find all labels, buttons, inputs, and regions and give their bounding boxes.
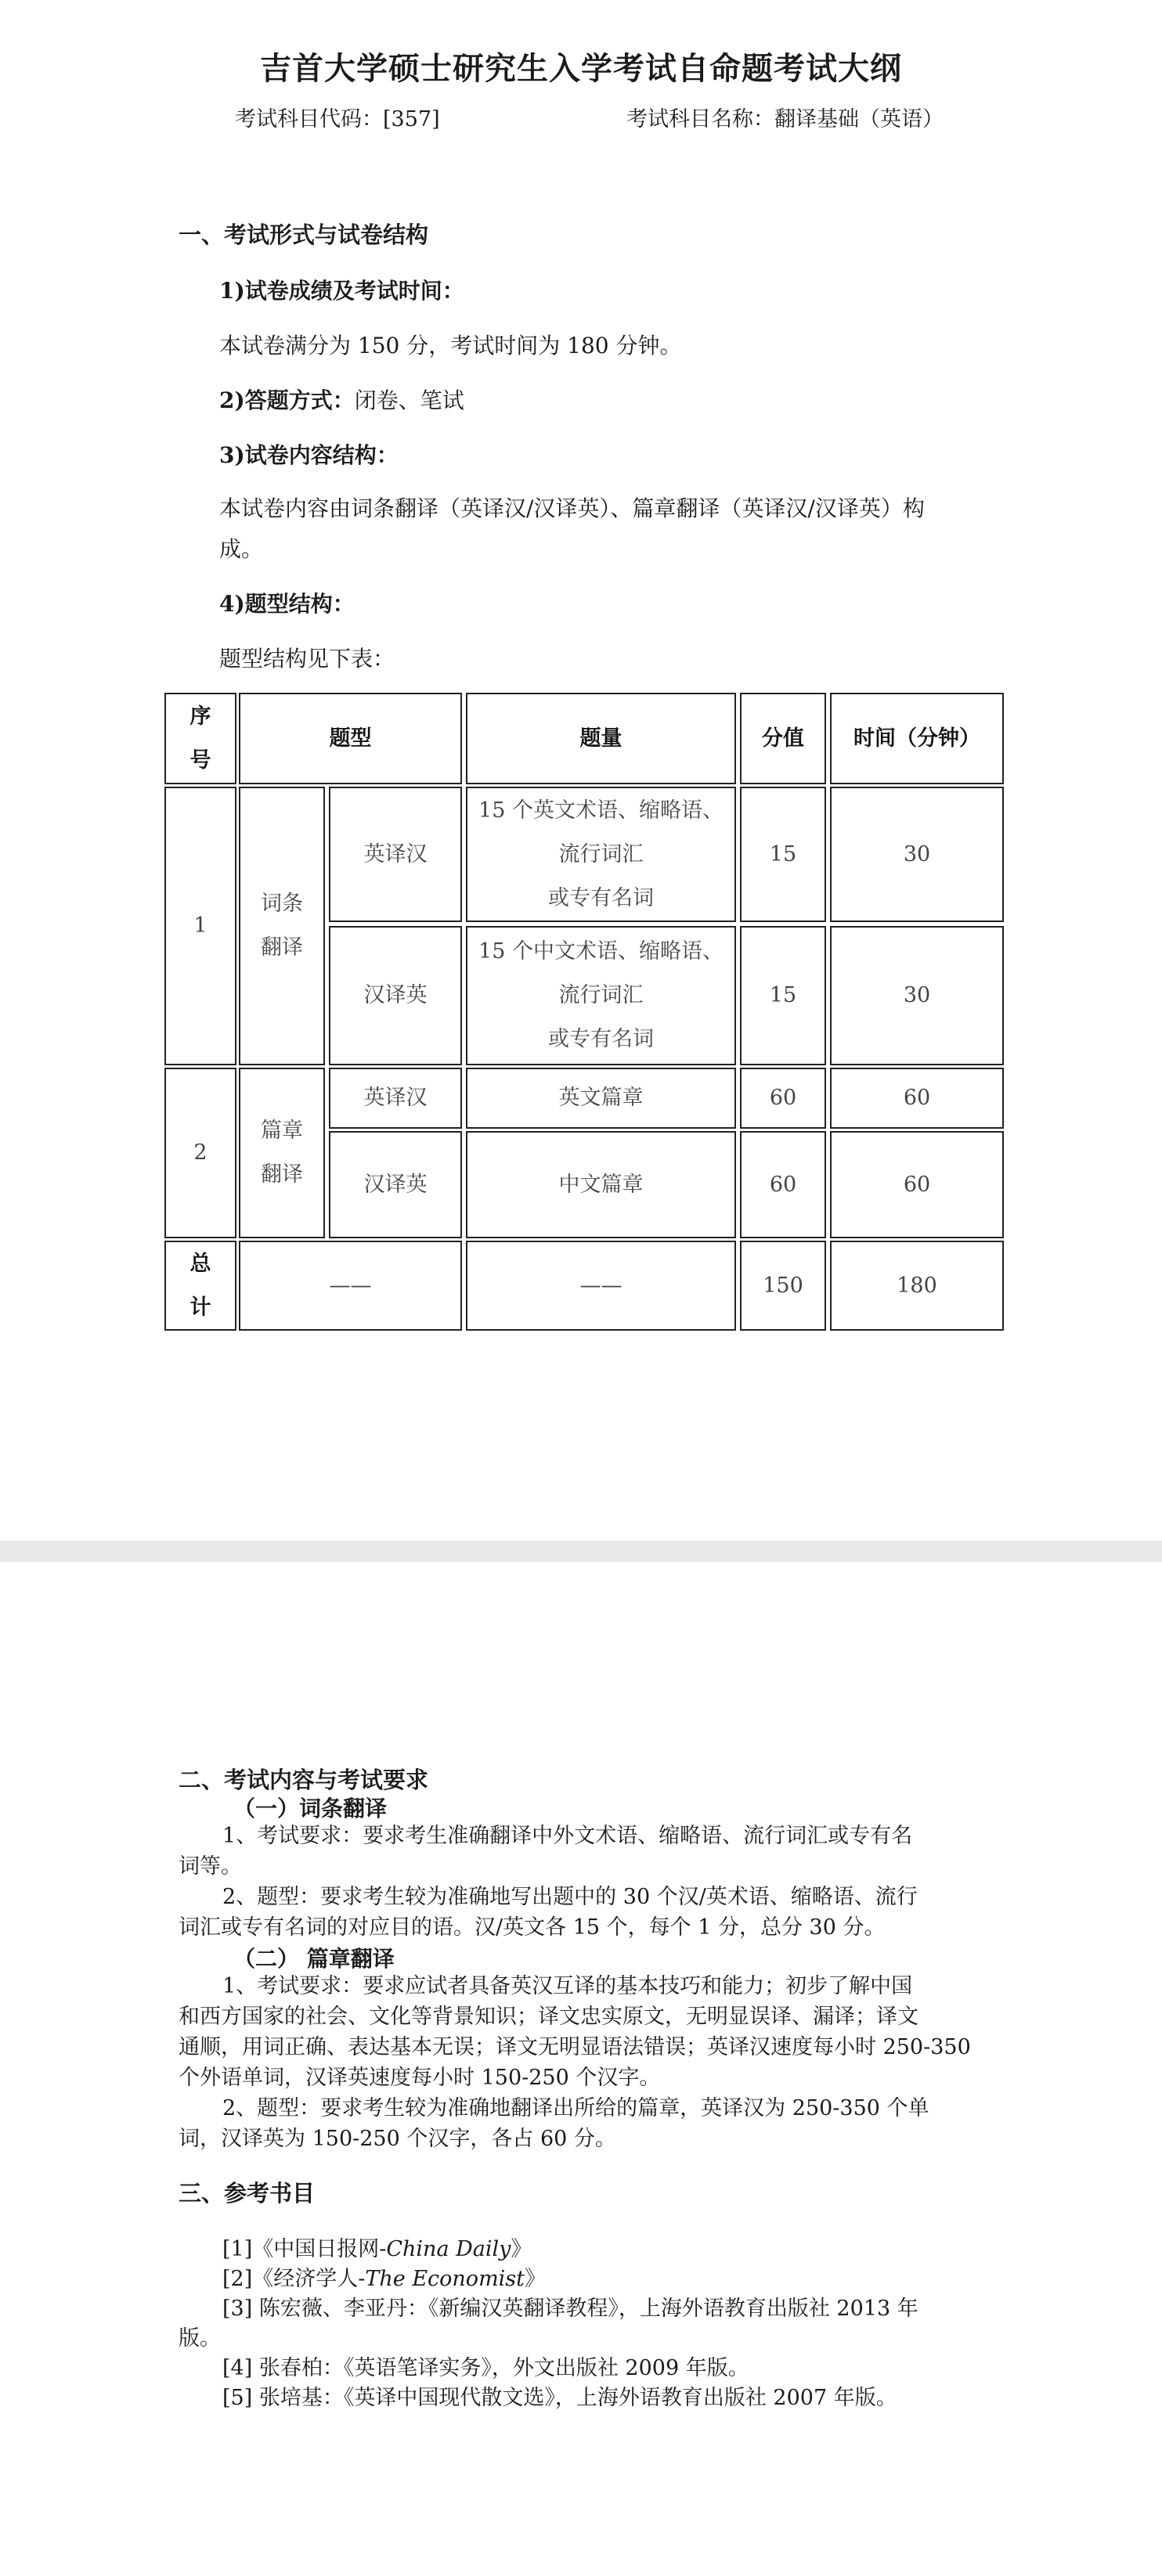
group-1-row-2-direction: 汉译英 xyxy=(329,926,462,1065)
subsection-1-heading: （一）词条翻译 xyxy=(233,1796,388,1821)
item-3-text-line2: 成。 xyxy=(219,536,264,562)
group-2-row-2-time: 60 xyxy=(830,1131,1004,1238)
sub2-type-line2: 词，汉译英为 150-250 个汉字，各占 60 分。 xyxy=(179,2127,616,2151)
sub2-requirement-line1: 1、考试要求：要求应试者具备英汉互译的基本技巧和能力；初步了解中国 xyxy=(222,1974,913,1998)
reference-5: [5] 张培基：《英译中国现代散文选》，上海外语教育出版社 2007 年版。 xyxy=(222,2386,897,2410)
header-score: 分值 xyxy=(740,693,826,784)
section-2-heading: 二、考试内容与考试要求 xyxy=(179,1767,429,1793)
group-1-row-1-amount: 15 个英文术语、缩略语、 流行词汇 或专有名词 xyxy=(466,787,736,922)
reference-1: [1]《中国日报网-China Daily》 xyxy=(222,2237,532,2261)
header-amount: 题量 xyxy=(466,693,736,784)
group-2-row-1-amount: 英文篇章 xyxy=(466,1068,736,1129)
item-3-label: 3)试卷内容结构： xyxy=(219,442,399,468)
reference-3-line1: [3] 陈宏薇、李亚丹：《新编汉英翻译教程》，上海外语教育出版社 2013 年 xyxy=(222,2297,918,2321)
sub1-type-line1: 2、题型：要求考生较为准确地写出题中的 30 个汉/英术语、缩略语、流行 xyxy=(222,1885,918,1909)
group-2-row-2-score: 60 xyxy=(740,1131,826,1238)
group-1-row-2-time: 30 xyxy=(830,926,1004,1065)
item-4-text: 题型结构见下表： xyxy=(219,646,395,672)
item-1-text: 本试卷满分为 150 分，考试时间为 180 分钟。 xyxy=(219,333,682,358)
document-title: 吉首大学硕士研究生入学考试自命题考试大纲 xyxy=(260,50,902,87)
subject-code: 考试科目代码：[357] xyxy=(235,107,440,132)
total-score: 150 xyxy=(740,1241,826,1331)
group-1-row-2-score: 15 xyxy=(740,926,826,1065)
group-2-category: 篇章 翻译 xyxy=(239,1068,325,1238)
sub2-type-line1: 2、题型：要求考生较为准确地翻译出所给的篇章，英译汉为 250-350 个单 xyxy=(222,2096,929,2120)
group-2-row-2-amount: 中文篇章 xyxy=(466,1131,736,1238)
sub2-requirement-line4: 个外语单词，汉译英速度每小时 150-250 个汉字。 xyxy=(179,2066,661,2090)
section-1-heading: 一、考试形式与试卷结构 xyxy=(179,222,429,248)
subsection-2-heading: （二） 篇章翻译 xyxy=(233,1946,395,1972)
reference-2: [2]《经济学人-The Economist》 xyxy=(222,2267,547,2291)
group-1-row-1-time: 30 xyxy=(830,787,1004,922)
item-1-label: 1)试卷成绩及考试时间： xyxy=(219,278,464,304)
group-1-category: 词条 翻译 xyxy=(239,787,325,1065)
reference-4: [4] 张春柏：《英语笔译实务》，外文出版社 2009 年版。 xyxy=(222,2356,749,2380)
group-2-row-1-time: 60 xyxy=(830,1068,1004,1129)
header-no: 序 号 xyxy=(164,693,236,784)
subject-name: 考试科目名称：翻译基础（英语） xyxy=(626,107,944,132)
header-time: 时间（分钟） xyxy=(830,693,1004,784)
total-amount: —— xyxy=(466,1241,736,1331)
item-2-line xyxy=(219,384,464,415)
group-1-row-1-direction: 英译汉 xyxy=(329,787,462,922)
group-1-row-1-score: 15 xyxy=(740,787,826,922)
sub2-requirement-line2: 和西方国家的社会、文化等背景知识；译文忠实原文，无明显误译、漏译；译文 xyxy=(179,2005,918,2029)
total-label: 总 计 xyxy=(164,1241,236,1331)
item-2-text: 闭卷、笔试 xyxy=(354,387,464,413)
sub1-requirement-line2: 词等。 xyxy=(179,1854,242,1879)
item-4-label: 4)题型结构： xyxy=(219,591,355,617)
total-time: 180 xyxy=(830,1241,1004,1331)
sub1-type-line2: 词汇或专有名词的对应目的语。汉/英文各 15 个，每个 1 分，总分 30 分。 xyxy=(179,1915,886,1940)
question-type-table xyxy=(164,693,1004,1331)
header-type: 题型 xyxy=(239,693,462,784)
sub1-requirement-line1: 1、考试要求：要求考生准确翻译中外文术语、缩略语、流行词汇或专有名 xyxy=(222,1824,913,1848)
group-2-row-1-score: 60 xyxy=(740,1068,826,1129)
group-1-row-2-amount: 15 个中文术语、缩略语、 流行词汇 或专有名词 xyxy=(466,926,736,1065)
document-page-2 xyxy=(0,1562,1162,2576)
item-3-text-line1: 本试卷内容由词条翻译（英译汉/汉译英）、篇章翻译（英译汉/汉译英）构 xyxy=(219,495,925,521)
section-3-heading: 三、参考书目 xyxy=(179,2180,316,2207)
item-2-label: 2)答题方式： xyxy=(219,387,355,413)
group-2-row-1-direction: 英译汉 xyxy=(329,1068,462,1129)
total-type: —— xyxy=(239,1241,462,1331)
group-2-row-2-direction: 汉译英 xyxy=(329,1131,462,1238)
sub2-requirement-line3: 通顺，用词正确、表达基本无误；译文无明显语法错误；英译汉速度每小时 250-350 xyxy=(179,2035,971,2059)
reference-3-line2: 版。 xyxy=(179,2326,221,2351)
group-1-no: 1 xyxy=(164,787,236,1065)
group-2-no: 2 xyxy=(164,1068,236,1238)
